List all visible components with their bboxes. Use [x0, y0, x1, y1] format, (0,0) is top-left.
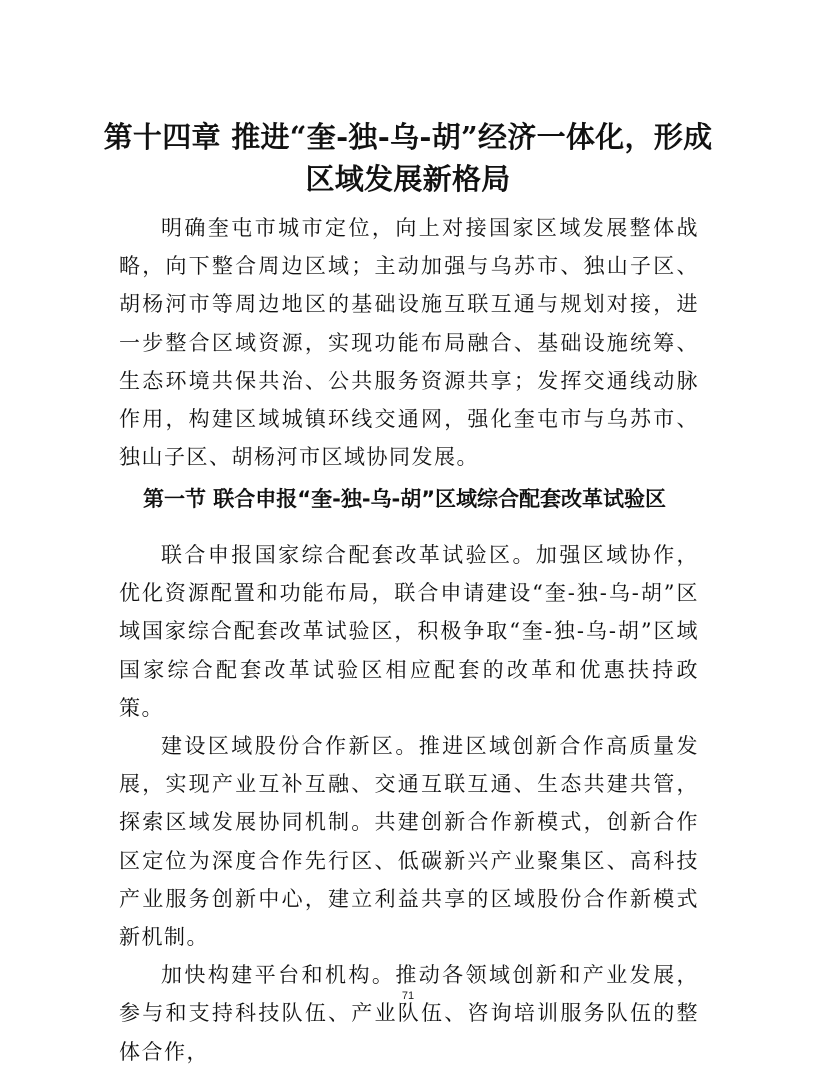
intro-paragraph: 明确奎屯市城市定位，向上对接国家区域发展整体战略，向下整合周边区域；主动加强与乌苏市、独山子区、胡杨河市等周边地区的基础设施互联互通与规划对接，进一步整合区域资源，实现功能布局融合、基础设施统筹、生态环境共保共治、公共服务资源共享；发挥交通线动脉作用，构建区域城镇环线交通网，强化奎屯市与乌苏市、独山子区、胡杨河市区域协同发展。	[119, 216, 699, 470]
intro-section	[119, 209, 699, 476]
section-paragraph-2: 建设区域股份合作新区。推进区域创新合作高质量发展，实现产业互补互融、交通互联互通、生态共建共管，探索区域发展协同机制。共建创新合作新模式，创新合作区定位为深度合作先行区、低碳新兴产业聚集区、高科技产业服务创新中心，建立利益共享的区域股份合作新模式新机制。	[119, 734, 699, 950]
section-paragraph-1: 联合申报国家综合配套改革试验区。加强区域协作，优化资源配置和功能布局，联合申请建设“奎-独-乌-胡”区域国家综合配套改革试验区，积极争取“奎-独-乌-胡”区域国家综合配套改革试验区相应配套的改革和优惠扶持政策。	[119, 543, 699, 720]
section-paragraph-3: 加快构建平台和机构。推动各领域创新和产业发展，参与和支持科技队伍、产业队伍、咨询培训服务队伍的整体合作，	[119, 963, 699, 1064]
section-title: 第一节 联合申报“奎-独-乌-胡”区域综合配套改革试验区	[143, 487, 667, 511]
page-number: 71	[401, 990, 415, 1002]
chapter-title: 第十四章 推进“奎-独-乌-胡”经济一体化，形成区域发展新格局	[103, 120, 713, 196]
